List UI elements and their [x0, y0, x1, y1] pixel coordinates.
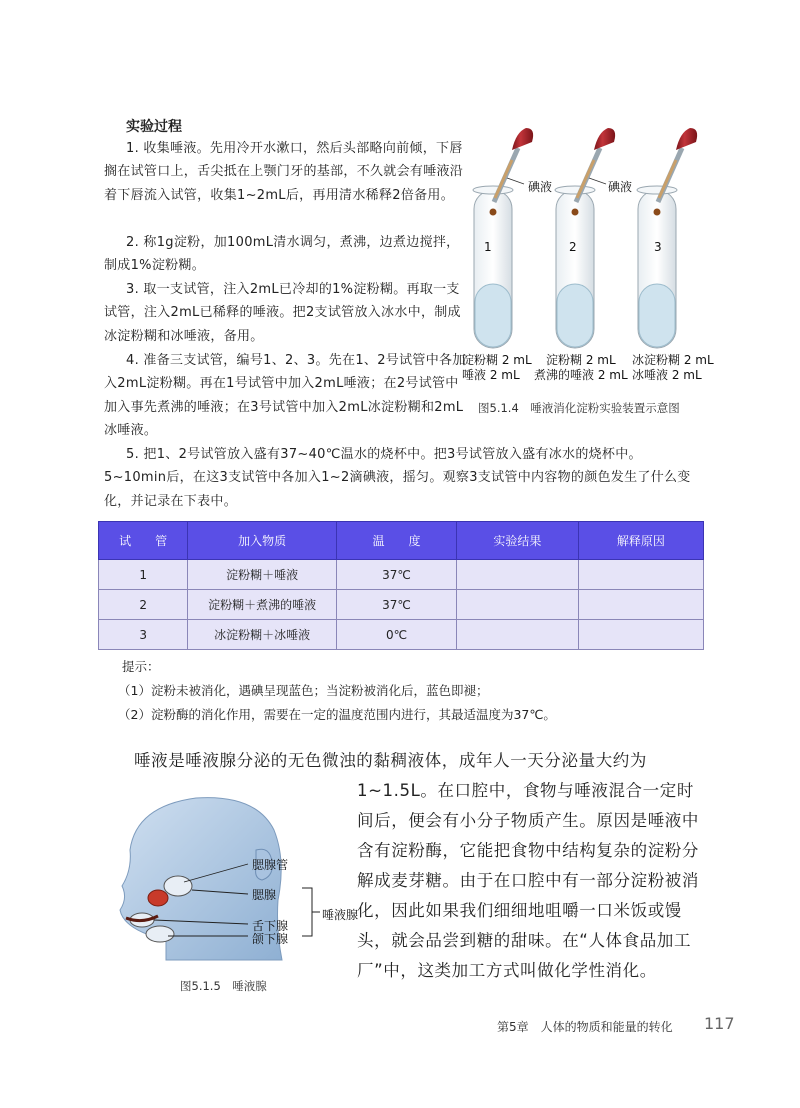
- salivary-gland-figure: [106, 790, 359, 970]
- page-number: 117: [704, 1014, 735, 1033]
- step-5: 5. 把1、2号试管放入盛有37~40℃温水的烧杯中。把3号试管放入盛有冰水的烧杯中。5~10min后，在这3支试管中各加入1~2滴碘液，摇匀。观察3支试管中内容物的颜色发生了什么变化，并记录在下表中。: [104, 447, 691, 509]
- tube-2-line-1: 淀粉糊 2 mL: [546, 353, 616, 367]
- tube-3-contents: [632, 353, 714, 383]
- cell-substance: 冰淀粉糊＋冰唾液: [188, 620, 337, 650]
- cell-reason: [578, 560, 703, 590]
- tube-1-line-2: 唾液 2 mL: [462, 368, 520, 382]
- step-2: 2. 称1g淀粉，加100mL清水调匀，煮沸，边煮边搅拌，制成1%淀粉糊。: [104, 235, 460, 274]
- cell-substance: 淀粉糊＋煮沸的唾液: [188, 590, 337, 620]
- cell-substance: 淀粉糊＋唾液: [188, 560, 337, 590]
- cell-temperature: 37℃: [336, 590, 456, 620]
- cell-reason: [578, 590, 703, 620]
- cell-tube: 3: [99, 620, 188, 650]
- hint-line-2: （2）淀粉酶的消化作用，需要在一定的温度范围内进行，其最适温度为37℃。: [118, 707, 556, 722]
- table-row: [99, 620, 704, 650]
- cell-reason: [578, 620, 703, 650]
- figure-514-caption: 图5.1.4 唾液消化淀粉实验装置示意图: [478, 401, 680, 415]
- label-salivary-glands: 唾液腺: [322, 908, 359, 922]
- test-tube-2: [555, 186, 595, 348]
- header-result: 实验结果: [457, 522, 578, 560]
- cell-tube: 2: [99, 590, 188, 620]
- table-row: [99, 590, 704, 620]
- test-tube-figure: [460, 120, 730, 390]
- cell-result: [457, 590, 578, 620]
- cell-tube: 1: [99, 560, 188, 590]
- cell-temperature: 37℃: [336, 560, 456, 590]
- header-temperature: 温 度: [336, 522, 456, 560]
- header-reason: 解释原因: [578, 522, 703, 560]
- body-text-first-line: 唾液是唾液腺分泌的无色微浊的黏稠液体，成年人一天分泌量大约为: [134, 751, 647, 770]
- header-substance: 加入物质: [188, 522, 337, 560]
- label-parotid-duct: 腮腺管: [252, 858, 289, 872]
- tube-number-3: 3: [654, 240, 662, 254]
- iodine-label-1: 碘液: [528, 180, 553, 194]
- table-header-row: [99, 522, 704, 560]
- step-4: 4. 准备三支试管，编号1、2、3。先在1、2号试管中各加入2mL淀粉糊。再在1号试管中加入2mL唾液；在2号试管中加入事先煮沸的唾液；在3号试管中加入2mL冰淀粉糊和2mL冰唾液。: [104, 353, 466, 439]
- tube-1-line-1: 淀粉糊 2 mL: [462, 353, 532, 367]
- test-tube-1: [473, 186, 513, 348]
- tube-3-line-2: 冰唾液 2 mL: [632, 368, 702, 382]
- hint-title: 提示：: [122, 659, 160, 674]
- header-tube: 试 管: [99, 522, 188, 560]
- submandibular-gland-shape: [146, 926, 174, 942]
- section-title: 实验过程: [126, 119, 182, 135]
- cell-result: [457, 620, 578, 650]
- hint-line-1: （1）淀粉未被消化，遇碘呈现蓝色；当淀粉被消化后，蓝色即褪；: [118, 683, 489, 698]
- cell-temperature: 0℃: [336, 620, 456, 650]
- chapter-footer: 第5章 人体的物质和能量的转化: [497, 1020, 673, 1034]
- tube-2-line-2: 煮沸的唾液 2 mL: [534, 368, 628, 382]
- experiment-table: [98, 521, 704, 650]
- table-row: [99, 560, 704, 590]
- step-1: 1. 收集唾液。先用冷开水漱口，然后头部略向前倾，下唇搁在试管口上，舌尖抵在上颚门牙的基部，不久就会有唾液沿着下唇流入试管，收集1~2mL后，再用清水稀释2倍备用。: [104, 141, 464, 203]
- tube-3-line-1: 冰淀粉糊 2 mL: [632, 353, 714, 367]
- tube-1-contents: [462, 353, 532, 383]
- label-parotid-gland: 腮腺: [252, 888, 277, 902]
- tube-2-contents: [534, 353, 628, 383]
- body-text-paragraph: 1~1.5L。在口腔中，食物与唾液混合一定时间后，便会有小分子物质产生。原因是唾液中含有淀粉酶，它能把食物中结构复杂的淀粉分解成麦芽糖。由于在口腔中有一部分淀粉被消化，因此如果我们细细地咀嚼一口米饭或馒头，就会品尝到糖的甜味。在“人体食品加工厂”中，这类加工方式叫做化学性消化。: [357, 781, 699, 980]
- label-sublingual-gland: 舌下腺: [252, 919, 289, 933]
- cell-result: [457, 560, 578, 590]
- figure-515-caption: 图5.1.5 唾液腺: [180, 979, 267, 993]
- label-submandibular-gland: 颌下腺: [252, 932, 289, 946]
- iodine-label-2: 碘液: [608, 180, 633, 194]
- step-3: 3. 取一支试管，注入2mL已冷却的1%淀粉糊。再取一支试管，注入2mL已稀释的唾液。把2支试管放入冰水中，制成冰淀粉糊和冰唾液，备用。: [104, 282, 461, 344]
- test-tube-3: [637, 186, 677, 348]
- dropper-3: [658, 128, 697, 202]
- tube-number-2: 2: [569, 240, 577, 254]
- tube-number-1: 1: [484, 240, 492, 254]
